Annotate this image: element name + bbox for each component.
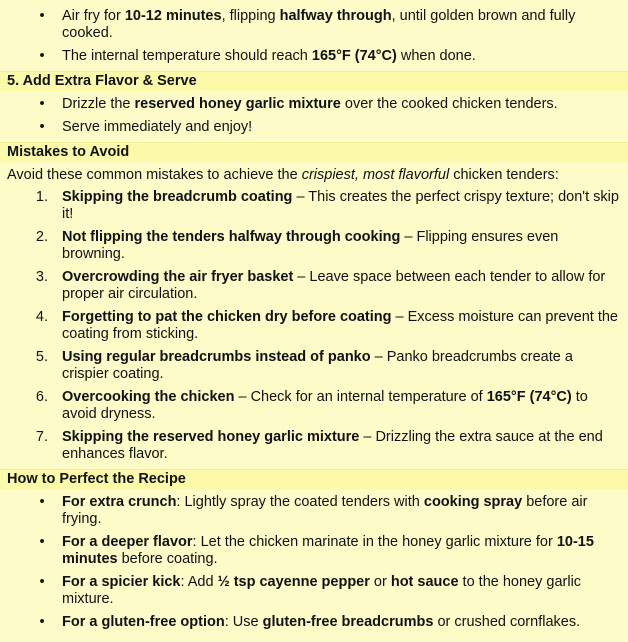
text-run: when done. (396, 48, 476, 64)
bullet-icon: • (39, 534, 45, 550)
text-run: : Let the chicken marinate in the honey garlic mixture for (192, 534, 557, 550)
numbered-item (0, 389, 628, 423)
bullet-item (0, 119, 628, 136)
bullet-icon: • (39, 119, 45, 135)
text-run: – Drizzling the extra sauce at the end enhances flavor. (62, 429, 603, 462)
bullet-icon: • (39, 614, 45, 630)
text-run: before coating. (117, 551, 218, 567)
bold-text: Forgetting to pat the chicken dry before coating (62, 309, 392, 325)
bullet-icon: • (39, 8, 45, 24)
item-text (62, 494, 587, 527)
item-text (62, 96, 558, 112)
italic-text: crispiest, most flavorful (301, 167, 450, 183)
text-run: to the honey garlic mixture. (62, 574, 582, 607)
text-run: or (369, 574, 391, 590)
bullet-item (0, 96, 628, 113)
bold-text: halfway through (279, 8, 392, 24)
mistakes-list (0, 189, 628, 463)
item-number: 3. (35, 269, 48, 285)
text-run: – Panko breadcrumbs create a crispier coating. (62, 349, 573, 382)
text-run: – This creates the perfect crispy texture; don't skip it! (62, 189, 619, 222)
bold-text: 10-15 minutes (62, 534, 594, 567)
text-run: to avoid dryness. (62, 389, 588, 422)
text-run: before air frying. (62, 494, 588, 527)
bullet-icon: • (39, 494, 45, 510)
item-text (62, 429, 603, 462)
bold-text: For a spicier kick (62, 574, 181, 590)
text-run: – Flipping ensures even browning. (62, 229, 559, 262)
text-run: or crushed cornflakes. (433, 614, 581, 630)
item-text (62, 309, 618, 342)
bold-text: Using regular breadcrumbs instead of panko (62, 349, 371, 365)
item-text (62, 269, 605, 302)
bold-text: For extra crunch (62, 494, 177, 510)
text-run: Drizzle the (62, 96, 135, 112)
bold-text: Skipping the reserved honey garlic mixture (62, 429, 360, 445)
bold-text: 10-12 minutes (124, 8, 222, 24)
text-run: Avoid these common mistakes to achieve the (7, 167, 302, 183)
item-number: 2. (35, 229, 48, 245)
item-number: 6. (35, 389, 48, 405)
bullet-item (0, 8, 628, 42)
item-number: 1. (35, 189, 48, 205)
step4-list (0, 0, 628, 65)
item-number: 7. (35, 429, 48, 445)
text-run: , flipping (221, 8, 280, 24)
bold-text: reserved honey garlic mixture (134, 96, 341, 112)
numbered-item (0, 349, 628, 383)
bold-text: Overcooking the chicken (62, 389, 235, 405)
bold-text: Not flipping the tenders halfway through cooking (62, 229, 401, 245)
item-number: 5. (35, 349, 48, 365)
numbered-item (0, 269, 628, 303)
mistakes-heading: Mistakes to Avoid (0, 142, 628, 162)
bold-text: For a gluten-free option (62, 614, 225, 630)
bold-text: cooking spray (423, 494, 523, 510)
text-run: over the cooked chicken tenders. (340, 96, 558, 112)
text-run: – Excess moisture can prevent the coating from sticking. (62, 309, 618, 342)
perfect-list (0, 494, 628, 631)
bullet-item (0, 614, 628, 631)
item-number: 4. (35, 309, 48, 325)
perfect-heading: How to Perfect the Recipe (0, 469, 628, 489)
text-run: – Check for an internal temperature of (234, 389, 487, 405)
bold-text: 165°F (74°C) (486, 389, 572, 405)
numbered-item (0, 229, 628, 263)
bold-text: hot sauce (390, 574, 459, 590)
text-run: : Use (224, 614, 263, 630)
bullet-icon: • (39, 574, 45, 590)
step5-list (0, 96, 628, 136)
item-text (62, 48, 476, 64)
item-text (62, 189, 619, 222)
bold-text: Overcrowding the air fryer basket (62, 269, 294, 285)
item-text (62, 534, 594, 567)
text-run: Serve immediately and enjoy! (62, 119, 253, 135)
bold-text: gluten-free breadcrumbs (262, 614, 434, 630)
text-run: Air fry for (62, 8, 125, 24)
text-run: The internal temperature should reach (62, 48, 312, 64)
numbered-item (0, 189, 628, 223)
bullet-icon: • (39, 48, 45, 64)
item-text (62, 574, 581, 607)
bold-text: For a deeper flavor (62, 534, 193, 550)
bullet-item (0, 48, 628, 65)
text-run: , until golden brown and fully cooked. (62, 8, 576, 41)
bullet-item (0, 534, 628, 568)
numbered-item (0, 429, 628, 463)
item-text (62, 8, 575, 41)
step5-heading: 5. Add Extra Flavor & Serve (0, 71, 628, 91)
item-text (62, 229, 558, 262)
item-text (62, 349, 573, 382)
item-text (62, 119, 252, 135)
bullet-icon: • (39, 96, 45, 112)
bold-text: ½ tsp cayenne pepper (217, 574, 370, 590)
item-text (62, 614, 580, 630)
numbered-item (0, 309, 628, 343)
bold-text: Skipping the breadcrumb coating (62, 189, 293, 205)
item-text (62, 389, 588, 422)
mistakes-intro (0, 167, 628, 184)
text-run: : Lightly spray the coated tenders with (176, 494, 424, 510)
bullet-item (0, 494, 628, 528)
text-run: : Add (180, 574, 218, 590)
bold-text: 165°F (74°C) (311, 48, 397, 64)
text-run: chicken tenders: (449, 167, 559, 183)
text-run: – Leave space between each tender to allow for proper air circulation. (62, 269, 606, 302)
bullet-item (0, 574, 628, 608)
